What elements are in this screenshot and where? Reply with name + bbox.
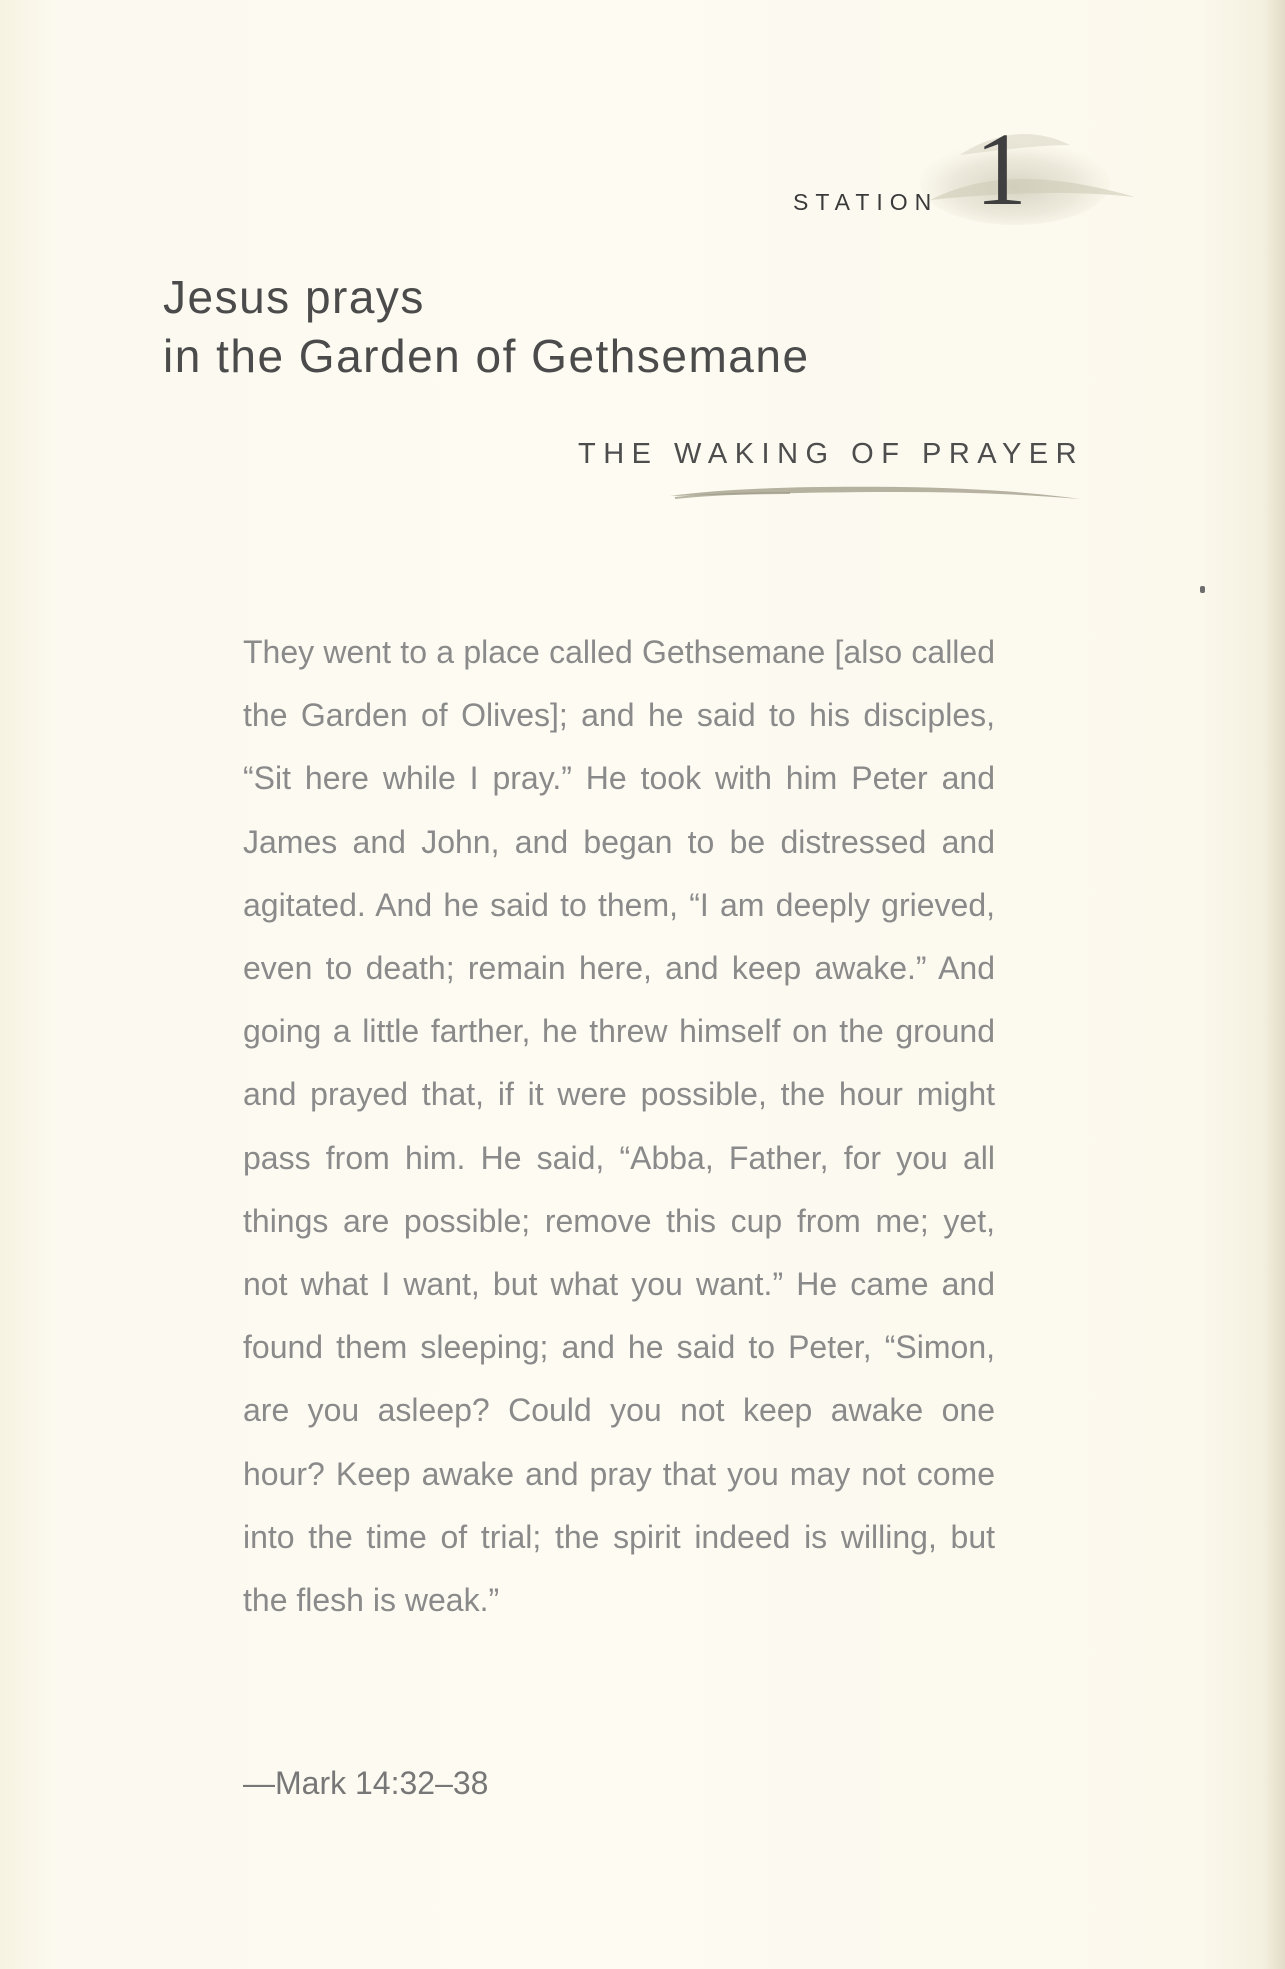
page-title <box>163 268 810 386</box>
station-number: 1 <box>975 112 1027 227</box>
subtitle-underline-swash <box>670 480 1080 510</box>
scripture-citation: —Mark 14:32–38 <box>243 1765 489 1801</box>
station-label: STATION <box>793 189 939 215</box>
scripture-passage: They went to a place called Gethsemane [also called the Garden of Olives]; and he said to his disciples, “Sit here while I pray.” He took with him Peter and James and John, and began to be distressed and agitated. And he said to them, “I am deeply grieved, even to death; remain here, and keep awake.” And going a little farther, he threw himself on the ground and prayed that, if it were possible, the hour might pass from him. He said, “Abba, Father, for you all things are possible; remove this cup from me; yet, not what I want, but what you want.” He came and found them sleeping; and he said to Peter, “Simon, are you asleep? Could you not keep awake one hour? Keep awake and pray that you may not come into the time of trial; the spirit indeed is willing, but the flesh is weak.” <box>243 634 995 1619</box>
page-edge-shadow <box>1263 0 1285 1969</box>
section-subtitle: THE WAKING OF PRAYER <box>578 438 1085 470</box>
brush-stroke-decoration <box>920 112 1140 235</box>
title-line-2: in the Garden of Gethsemane <box>163 330 810 382</box>
ink-speck <box>1200 586 1205 593</box>
title-line-1: Jesus prays <box>163 271 425 323</box>
